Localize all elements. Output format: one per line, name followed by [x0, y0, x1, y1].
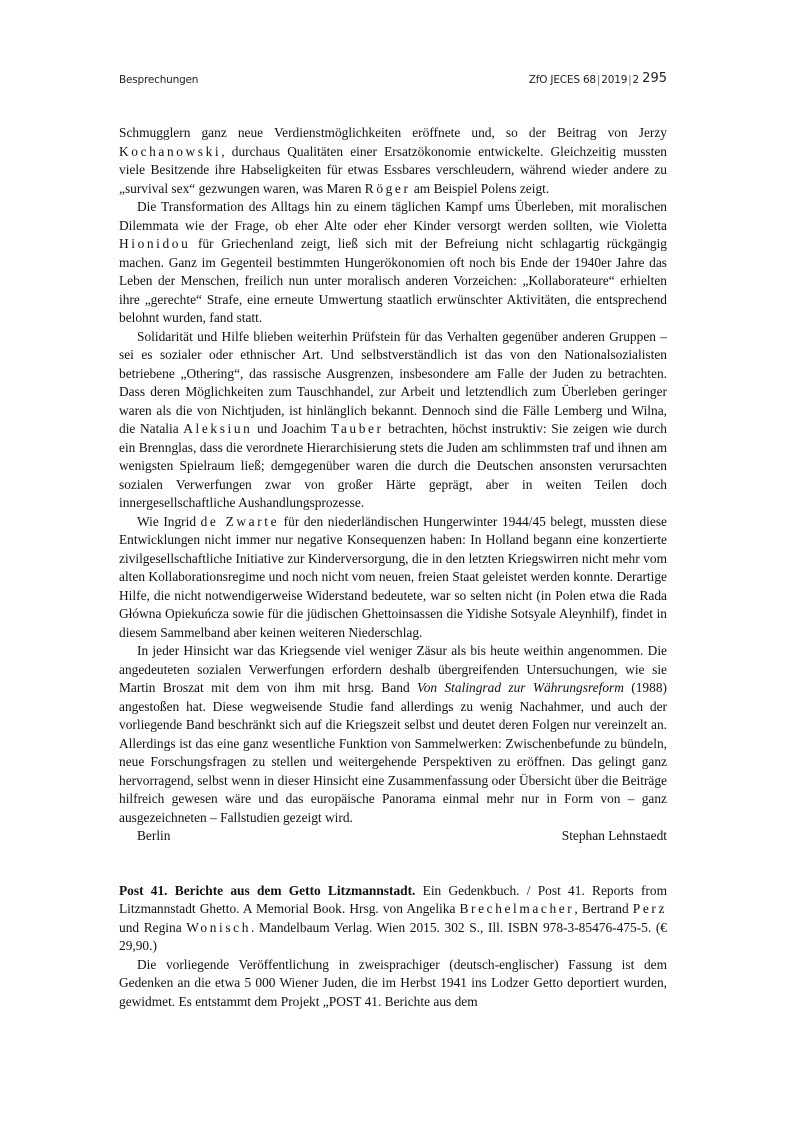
text-segment: Schmugglern ganz neue Verdienstmöglichkeiten eröffnete und, so der Beitrag von Jerzy: [119, 125, 667, 140]
text-segment: und Joachim: [252, 421, 332, 436]
signature-row: [119, 827, 667, 846]
reviewer-name: Stephan Lehnstaedt: [561, 828, 667, 843]
review-separator: [119, 846, 667, 882]
text-segment: Wie Ingrid: [137, 513, 201, 529]
author-name: de Zwarte: [200, 513, 280, 529]
text-segment: In jeder Hinsicht war das Kriegsende viel weniger Zäsur als bis heute weithin angenommen. Die angedeuteten sozialen Verwerfungen erfordern deshalb übergreifenden Untersuchungen, wie sie Martin Broszat mit dem von ihm mit hrsg. Band: [119, 643, 667, 695]
editor-name: Brechelmacher: [459, 901, 575, 916]
issue: 2: [632, 74, 639, 86]
section-title: Besprechungen: [119, 74, 199, 86]
paragraph: [119, 198, 667, 328]
body-text: [119, 124, 667, 1011]
paragraph: [119, 124, 667, 198]
volume: 68: [582, 74, 596, 86]
journal-subtitle: JECES: [550, 74, 580, 86]
author-name: Tauber: [331, 421, 384, 436]
journal-name: ZfO: [528, 74, 548, 86]
text-segment: Solidarität und Hilfe blieben weiterhin Prüfstein für das Verhalten gegenüber anderen Gruppen – sei es sozialer oder ethnischer Art. Und selbstverständlich ist das von den Nationalsozialisten betriebene „Othering“, das rassische Ausgrenzen, insbesondere am Falle der Juden zu betrachten. Dass deren Möglichkeiten zum Tauschhandel, zur Arbeit und letztendlich zum Überleben geringer waren als die von Nichtjuden, ist hinlänglich bekannt. Dennoch sind die Fälle Lemberg und Wilna, die Natalia: [119, 328, 667, 436]
review-place: Berlin: [137, 828, 171, 843]
paragraph: [119, 513, 667, 643]
author-name: Aleksiun: [183, 421, 253, 436]
text-segment: am Beispiel Polens zeigt.: [410, 180, 550, 196]
text-segment: für Griechenland zeigt, ließ sich mit der Befreiung nicht schlagartig rückgängig machen. Ganz im Gegenteil bestimmten Hungerökonomien oft noch bis Ende der 1940er Jahre das Leben der Menschen, freilich nun unter moralisch anderen Vorzeichen: „Kollaborateure“ erhielten ihre „gerechte“ Strafe, eine erneute Umwertung staatlich erwünschter Aktivitäten, die entsprechend belohnt wurden, fand statt.: [119, 236, 667, 325]
separator: |: [596, 74, 601, 86]
running-header: [119, 71, 667, 91]
page-number: 295: [642, 71, 667, 86]
text-segment: für den niederländischen Hungerwinter 1944/45 belegt, mussten diese Entwicklungen nicht immer nur negative Konsequenzen haben: In Holland begann eine konzertierte zivilgesellschaftliche Initiative zur Kinderversorgung, die in den letzten Kriegswirren nicht mehr vom alten Kollaborationsregime und noch nicht vom neuen, freien Staat geleistet werden konnte. Derartige Hilfe, die nicht notwendigerweise Widerstand bedeutete, war so selten nicht (in Polen etwa die Rada Główna Opiekuńcza sowie für die jüdischen Ghettoinsassen die Yidishe Sotsyale Aleynhilf), findet in diesem Sammelband aber keinen weiteren Niederschlag.: [119, 513, 667, 640]
text-segment: , durchaus Qualitäten einer Ersatzökonomie entwickelte. Gleichzeitig mussten viele Besitzende ihre Habseligkeiten für etwas Essbares verschleudern, während wieder andere zu „survival sex“ gezwungen waren, was Maren: [119, 143, 667, 196]
separator: |: [628, 74, 632, 86]
paragraph: [119, 328, 667, 513]
author-name: Hionidou: [119, 236, 191, 251]
text-segment: . Mandelbaum Verlag. Wien 2015. 302 S., Ill. ISBN 978-3-85476-475-5. (€ 29,90.): [119, 919, 667, 953]
paragraph: Die vorliegende Veröffentlichung in zweisprachiger (deutsch-englischer) Fassung ist dem Gedenken an die etwa 5 000 Wiener Juden, die im Herbst 1941 ins Lodzer Getto deportiert wurden, gewidmet. Es entstammt dem Projekt „POST 41. Berichte aus dem: [119, 956, 667, 1009]
author-name: Röger: [364, 180, 411, 196]
text-segment: Ein Gedenkbuch. / Post 41. Reports from Litzmannstadt Ghetto. A Memorial Book. Hrsg. von Angelika: [119, 882, 667, 916]
paragraph: [119, 642, 667, 827]
book-citation: [119, 882, 667, 956]
editor-name: Perz: [632, 901, 667, 916]
author-name: Kochanowski: [119, 143, 222, 159]
text-segment: , Bertrand: [574, 901, 633, 916]
text-segment: (1988) angestoßen hat. Diese wegweisende Studie fand allerdings zu wenig Nachahmer, und auch der vorliegende Band beschränkt sich auf die Kriegszeit selbst und deutet deren Folgen nur vereinzelt an. Allerdings ist das eine ganz wesentliche Funktion von Sammelwerken: Zwischenbefunde zu bündeln, neue Forschungsfragen zu stellen und weitergehende Perspektiven zu eröffnen. Das gelingt ganz hervorragend, selbst wenn in dieser Hinsicht eine Zusammenfassung oder Übersicht über die Beiträge hilfreich gewesen wäre und das europäische Panorama einmal mehr nur in Form von – ganz ausgezeichneten – Fallstudien gezeigt wird.: [119, 680, 667, 825]
text-segment: betrachten, höchst instruktiv: Sie zeigen wie durch ein Brennglas, dass die verordnete Hierarchisierung stets die Juden am schlimmsten traf und ihnen am wenigsten Spielraum ließ; demgegenüber waren die durch die Deutschen ansonsten verursachten sozialen Verwerfungen zwar von großer Härte geprägt, aber in weiten Teilen doch innergesellschaftliche Aushandlungsprozesse.: [119, 421, 667, 510]
journal-info: [529, 74, 639, 86]
text-segment: und Regina: [119, 919, 187, 935]
book-title: Post 41. Berichte aus dem Getto Litzmannstadt.: [119, 882, 416, 898]
editor-name: Wonisch: [186, 919, 251, 935]
book-title: Von Stalingrad zur Währungsreform: [417, 680, 624, 695]
year: 2019: [601, 74, 628, 86]
text-segment: Die Transformation des Alltags hin zu einem täglichen Kampf ums Überleben, mit moralischen Dilemmata wie der Frage, ob eher Alte oder eher Kinder versorgt werden sollten, wie Violetta: [119, 199, 667, 233]
